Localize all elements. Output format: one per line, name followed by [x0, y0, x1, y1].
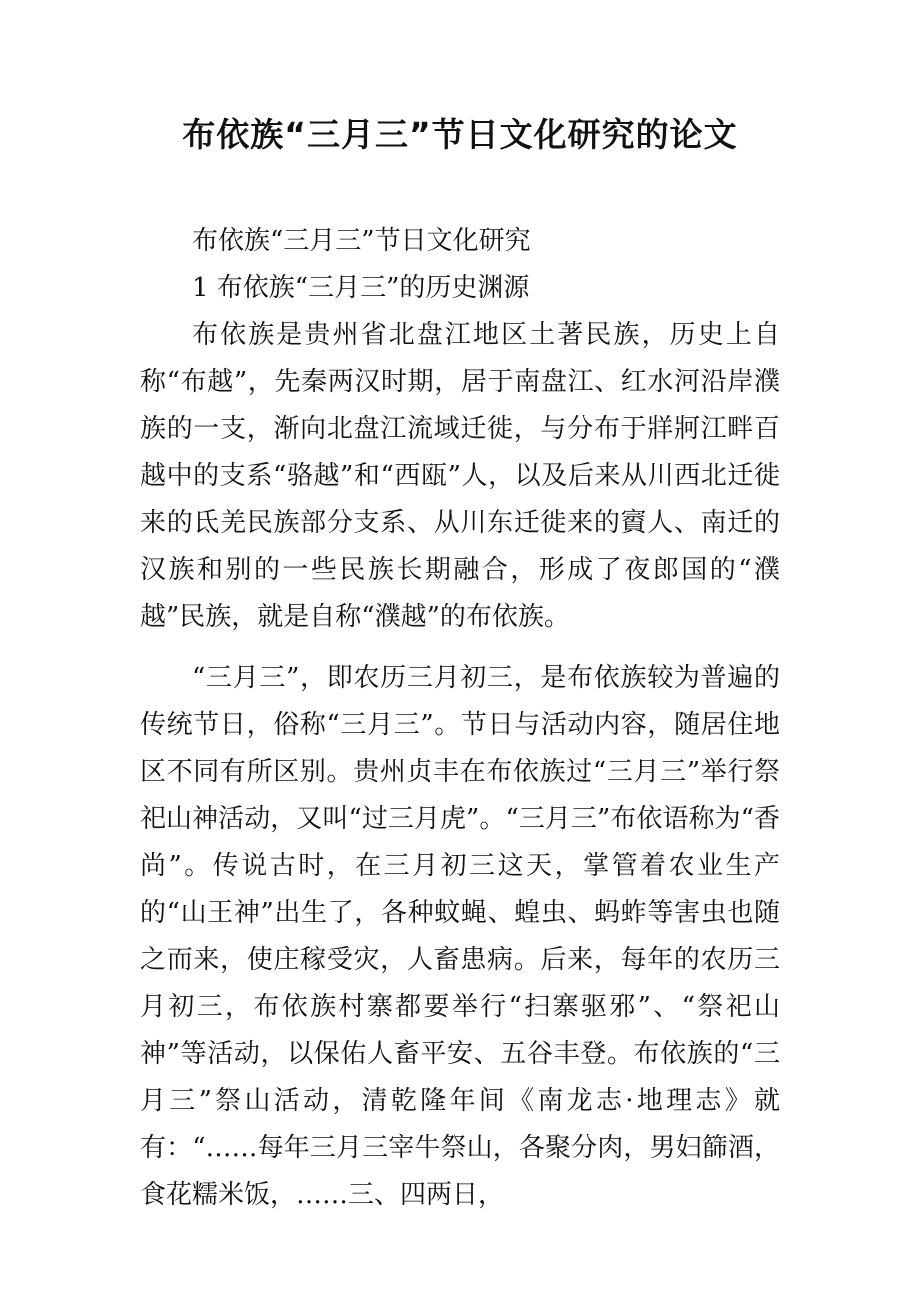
document-body — [140, 218, 780, 1219]
document-title: 布依族“三月三”节日文化研究的论文 — [182, 115, 738, 154]
section-heading: 1 布依族“三月三”的历史渊源 — [192, 273, 530, 303]
paragraph-festival: “三月三”，即农历三月初三，是布依族较为普遍的传统节日，俗称“三月三”。节日与活动内容，随居住地区不同有所区别。贵州贞丰在布依族过“三月三”举行祭祀山神活动，又叫“过三月虎”。“三月三”布依语称为“香尚”。传说古时，在三月初三这天，掌管着农业生产的“山王神”出生了，各种蚊蝇、蝗虫、蚂蚱等害虫也随之而来，使庄稼受灾，人畜患病。后来，每年的农历三月初三，布依族村寨都要举行“扫寨驱邪”、“祭祀山神”等活动，以保佑人畜平安、五谷丰登。布依族的“三月三”祭山活动，清乾隆年间《南龙志·地理志》就有：“……每年三月三宰牛祭山，各聚分肉，男妇篩酒，食花糯米饭，……三、四两日， — [140, 663, 780, 1210]
document-subtitle: 布依族“三月三”节日文化研究 — [192, 226, 531, 256]
paragraph-history: 布依族是贵州省北盘江地区土著民族，历史上自称“布越”，先秦两汉时期，居于南盘江、红水河沿岸濮族的一支，渐向北盘江流域迁徙，与分布于牂牁江畔百越中的支系“骆越”和“西瓯”人，以及后来从川西北迁徙来的氐羌民族部分支系、从川东迁徙来的賨人、南迁的汉族和别的一些民族长期融合，形成了夜郎国的“濮越”民族，就是自称“濮越”的布依族。 — [140, 320, 780, 632]
